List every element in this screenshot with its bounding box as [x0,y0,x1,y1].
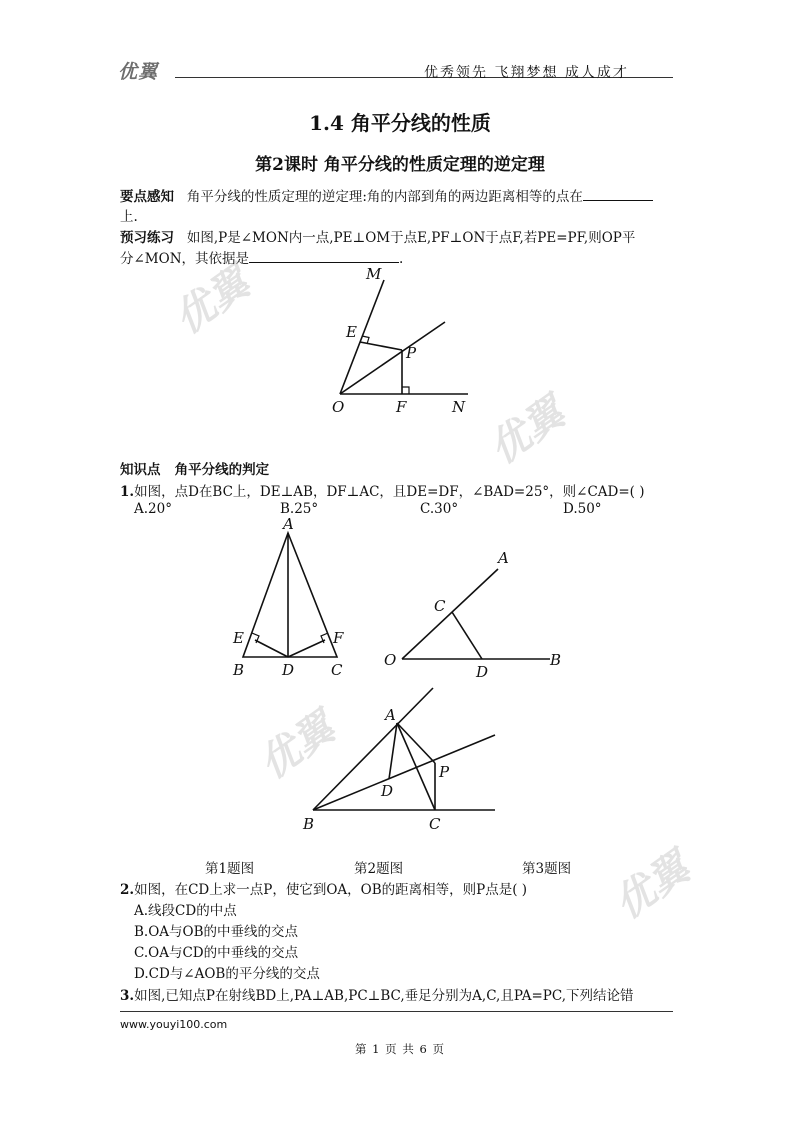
question-text: 如图,已知点P在射线BD上,PA⊥AB,PC⊥BC,垂足分别为A,C,且PA=PC,下列结论错 [134,988,634,1004]
q2-option-d: D.CD与∠AOB的平分线的交点 [134,966,320,982]
preview-text-1: 如图,P是∠MON内一点,PE⊥OM于点E,PF⊥ON于点F,若PE=PF,则OP平 [186,230,636,246]
label-D: D [381,782,394,800]
label-P: P [406,344,417,362]
q1-option-a: A.20° [134,501,172,517]
q2-option-a: A.线段CD的中点 [134,903,237,919]
preview-exercise [120,226,635,246]
figure-2-angle [378,545,573,680]
header-logo: 优翼 [118,61,159,83]
segment-CD [452,612,482,659]
label-B: B [550,651,562,669]
segment-AC [397,723,435,810]
footer-rule [120,1011,673,1012]
label-B: B [303,815,315,833]
label-C: C [429,815,441,833]
watermark: 优翼 [606,844,698,929]
footer-url[interactable]: www.youyi100.com [120,1018,228,1031]
label-F: F [396,398,407,416]
label-O: O [332,398,345,416]
page-number: 第 1 页 共 6 页 [355,1042,445,1056]
header-motto: 优秀领先 飞翔梦想 成人成才 [424,65,629,81]
q1-option-c: C.30° [420,501,459,517]
question-number: 3. [120,988,135,1004]
watermark: 优翼 [481,389,573,474]
q2-option-c: C.OA与CD的中垂线的交点 [134,945,299,961]
section-title: 1.4 角平分线的性质 [309,111,491,135]
preview-text-2: 分∠MON，其依据是 [120,251,250,267]
answer-blank [583,188,653,201]
q2-option-b: B.OA与OB的中垂线的交点 [134,924,299,940]
question-number: 2. [120,882,135,898]
q1-option-b: B.25° [280,501,319,517]
preview-label: 预习练习 [120,230,174,246]
label-E: E [346,323,357,341]
figure-preview-angle [320,262,480,422]
label-D: D [476,663,489,680]
key-points [120,185,653,205]
key-points-label: 要点感知 [120,189,174,205]
question-text: 如图，点D在BC上，DE⊥AB，DF⊥AC，且DE=DF，∠BAD=25°，则∠CAD=( ) [134,484,645,500]
ray-BA [313,688,433,810]
caption-figure-2: 第2题图 [354,861,404,877]
label-A: A [283,515,294,533]
ray-BD [313,735,495,810]
label-A: A [498,549,509,567]
caption-figure-3: 第3题图 [522,861,572,877]
segment-DE [255,640,288,657]
caption-figure-1: 第1题图 [205,861,255,877]
q1-option-d: D.50° [563,501,602,517]
label-B: B [233,661,245,679]
segment-PE [360,342,402,350]
right-angle-mark [402,387,409,394]
triangle-ABC [243,533,337,657]
label-A: A [385,706,396,724]
segment-DF [288,640,325,657]
preview-tail: . [399,251,404,267]
label-N: N [452,398,466,416]
label-M: M [366,265,382,283]
label-D: D [282,661,295,679]
watermark: 优翼 [166,259,258,344]
label-E: E [233,629,244,647]
knowledge-title: 角平分线的判定 [174,462,270,478]
label-O: O [384,651,397,669]
figure-3-bisector [295,685,505,835]
segment-AP [397,723,435,763]
question-2 [120,878,527,898]
label-C: C [331,661,343,679]
watermark: 优翼 [251,704,343,789]
key-points-text: 角平分线的性质定理的逆定理:角的内部到角的两边距离相等的点在 [186,189,583,205]
question-1 [120,480,645,500]
question-text: 如图，在CD上求一点P，使它到OA，OB的距离相等，则P点是( ) [134,882,528,898]
key-points-tail: 上. [120,209,138,225]
ray-OA [402,569,498,659]
knowledge-heading [120,458,269,478]
figure-1-triangle [225,515,355,680]
knowledge-label: 知识点 [120,462,161,478]
question-3 [120,984,633,1004]
question-number: 1. [120,484,135,500]
label-F: F [333,629,344,647]
label-C: C [434,597,446,615]
label-P: P [439,763,450,781]
lesson-title: 第2课时 角平分线的性质定理的逆定理 [255,155,545,175]
